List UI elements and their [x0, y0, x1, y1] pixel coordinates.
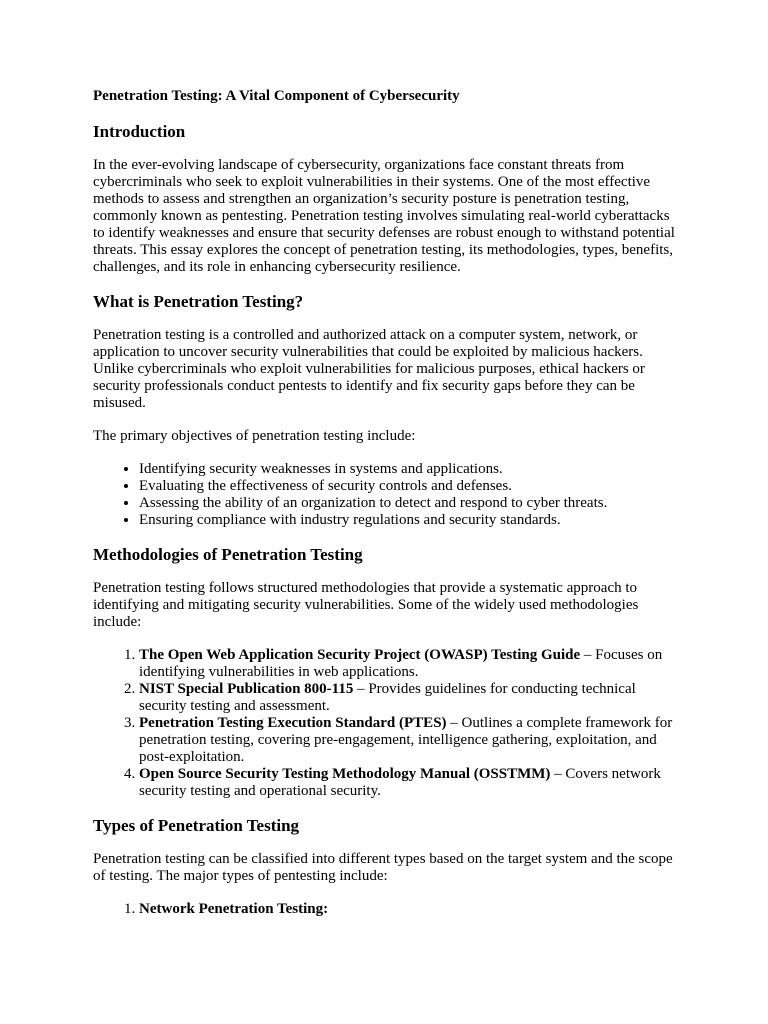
- methodology-item: [139, 681, 678, 715]
- introduction-paragraph: In the ever-evolving landscape of cybersecurity, organizations face constant threats from cybercriminals who seek to exploit vulnerabilities in their systems. One of the most effective methods to assess and strengthen an organization’s security posture is penetration testing, commonly known as pentesting. Penetration testing involves simulating real-world cyberattacks to identify weaknesses and ensure that security defenses are robust enough to withstand potential threats. This essay explores the concept of penetration testing, its methodologies, types, benefits, challenges, and its role in enhancing cybersecurity resilience.: [93, 157, 675, 275]
- methodology-description: – Focuses on identifying vulnerabilities in web applications.: [139, 647, 663, 680]
- methodology-item: [139, 715, 678, 766]
- introduction-heading: Introduction: [93, 122, 186, 141]
- objectives-intro: The primary objectives of penetration testing include:: [93, 428, 416, 444]
- types-list: [93, 901, 678, 918]
- methodology-description: – Covers network security testing and operational security.: [139, 766, 661, 799]
- methodology-description: – Outlines a complete framework for penetration testing, covering pre-engagement, intelligence gathering, exploitation, and post-exploitation.: [139, 715, 673, 765]
- methodology-item: [139, 647, 678, 681]
- methodology-description: – Provides guidelines for conducting technical security testing and assessment.: [139, 681, 636, 714]
- types-heading: Types of Penetration Testing: [93, 816, 300, 835]
- objectives-list: [93, 461, 678, 529]
- document-page: [93, 88, 678, 934]
- methodologies-heading: Methodologies of Penetration Testing: [93, 545, 363, 564]
- methodologies-list: [93, 647, 678, 800]
- methodologies-paragraph: Penetration testing follows structured methodologies that provide a systematic approach to identifying and mitigating security vulnerabilities. Some of the widely used methodologies include:: [93, 580, 639, 630]
- types-paragraph: Penetration testing can be classified into different types based on the target system and the scope of testing. The major types of pentesting include:: [93, 851, 673, 884]
- methodology-term: Open Source Security Testing Methodology Manual (OSSTMM): [139, 766, 551, 782]
- methodology-term: NIST Special Publication 800-115: [139, 681, 354, 697]
- methodology-term: Penetration Testing Execution Standard (PTES): [139, 715, 447, 731]
- objective-item: • Evaluating the effectiveness of security controls and defenses.: [139, 478, 678, 495]
- objective-item: • Identifying security weaknesses in systems and applications.: [139, 461, 678, 478]
- methodology-item: [139, 766, 678, 800]
- objective-item: • Assessing the ability of an organization to detect and respond to cyber threats.: [139, 495, 678, 512]
- objective-item: • Ensuring compliance with industry regulations and security standards.: [139, 512, 678, 529]
- type-item: [139, 901, 678, 918]
- what-is-heading: What is Penetration Testing?: [93, 292, 304, 311]
- what-is-paragraph: Penetration testing is a controlled and authorized attack on a computer system, network, or application to uncover security vulnerabilities that could be exploited by malicious hackers. Unlike cybercriminals who exploit vulnerabilities for malicious purposes, ethical hackers or security professionals conduct pentests to identify and fix security gaps before they can be misused.: [93, 327, 645, 411]
- type-term: Network Penetration Testing:: [139, 901, 329, 917]
- document-title: Penetration Testing: A Vital Component of Cybersecurity: [93, 88, 460, 104]
- methodology-term: The Open Web Application Security Project (OWASP) Testing Guide: [139, 647, 581, 663]
